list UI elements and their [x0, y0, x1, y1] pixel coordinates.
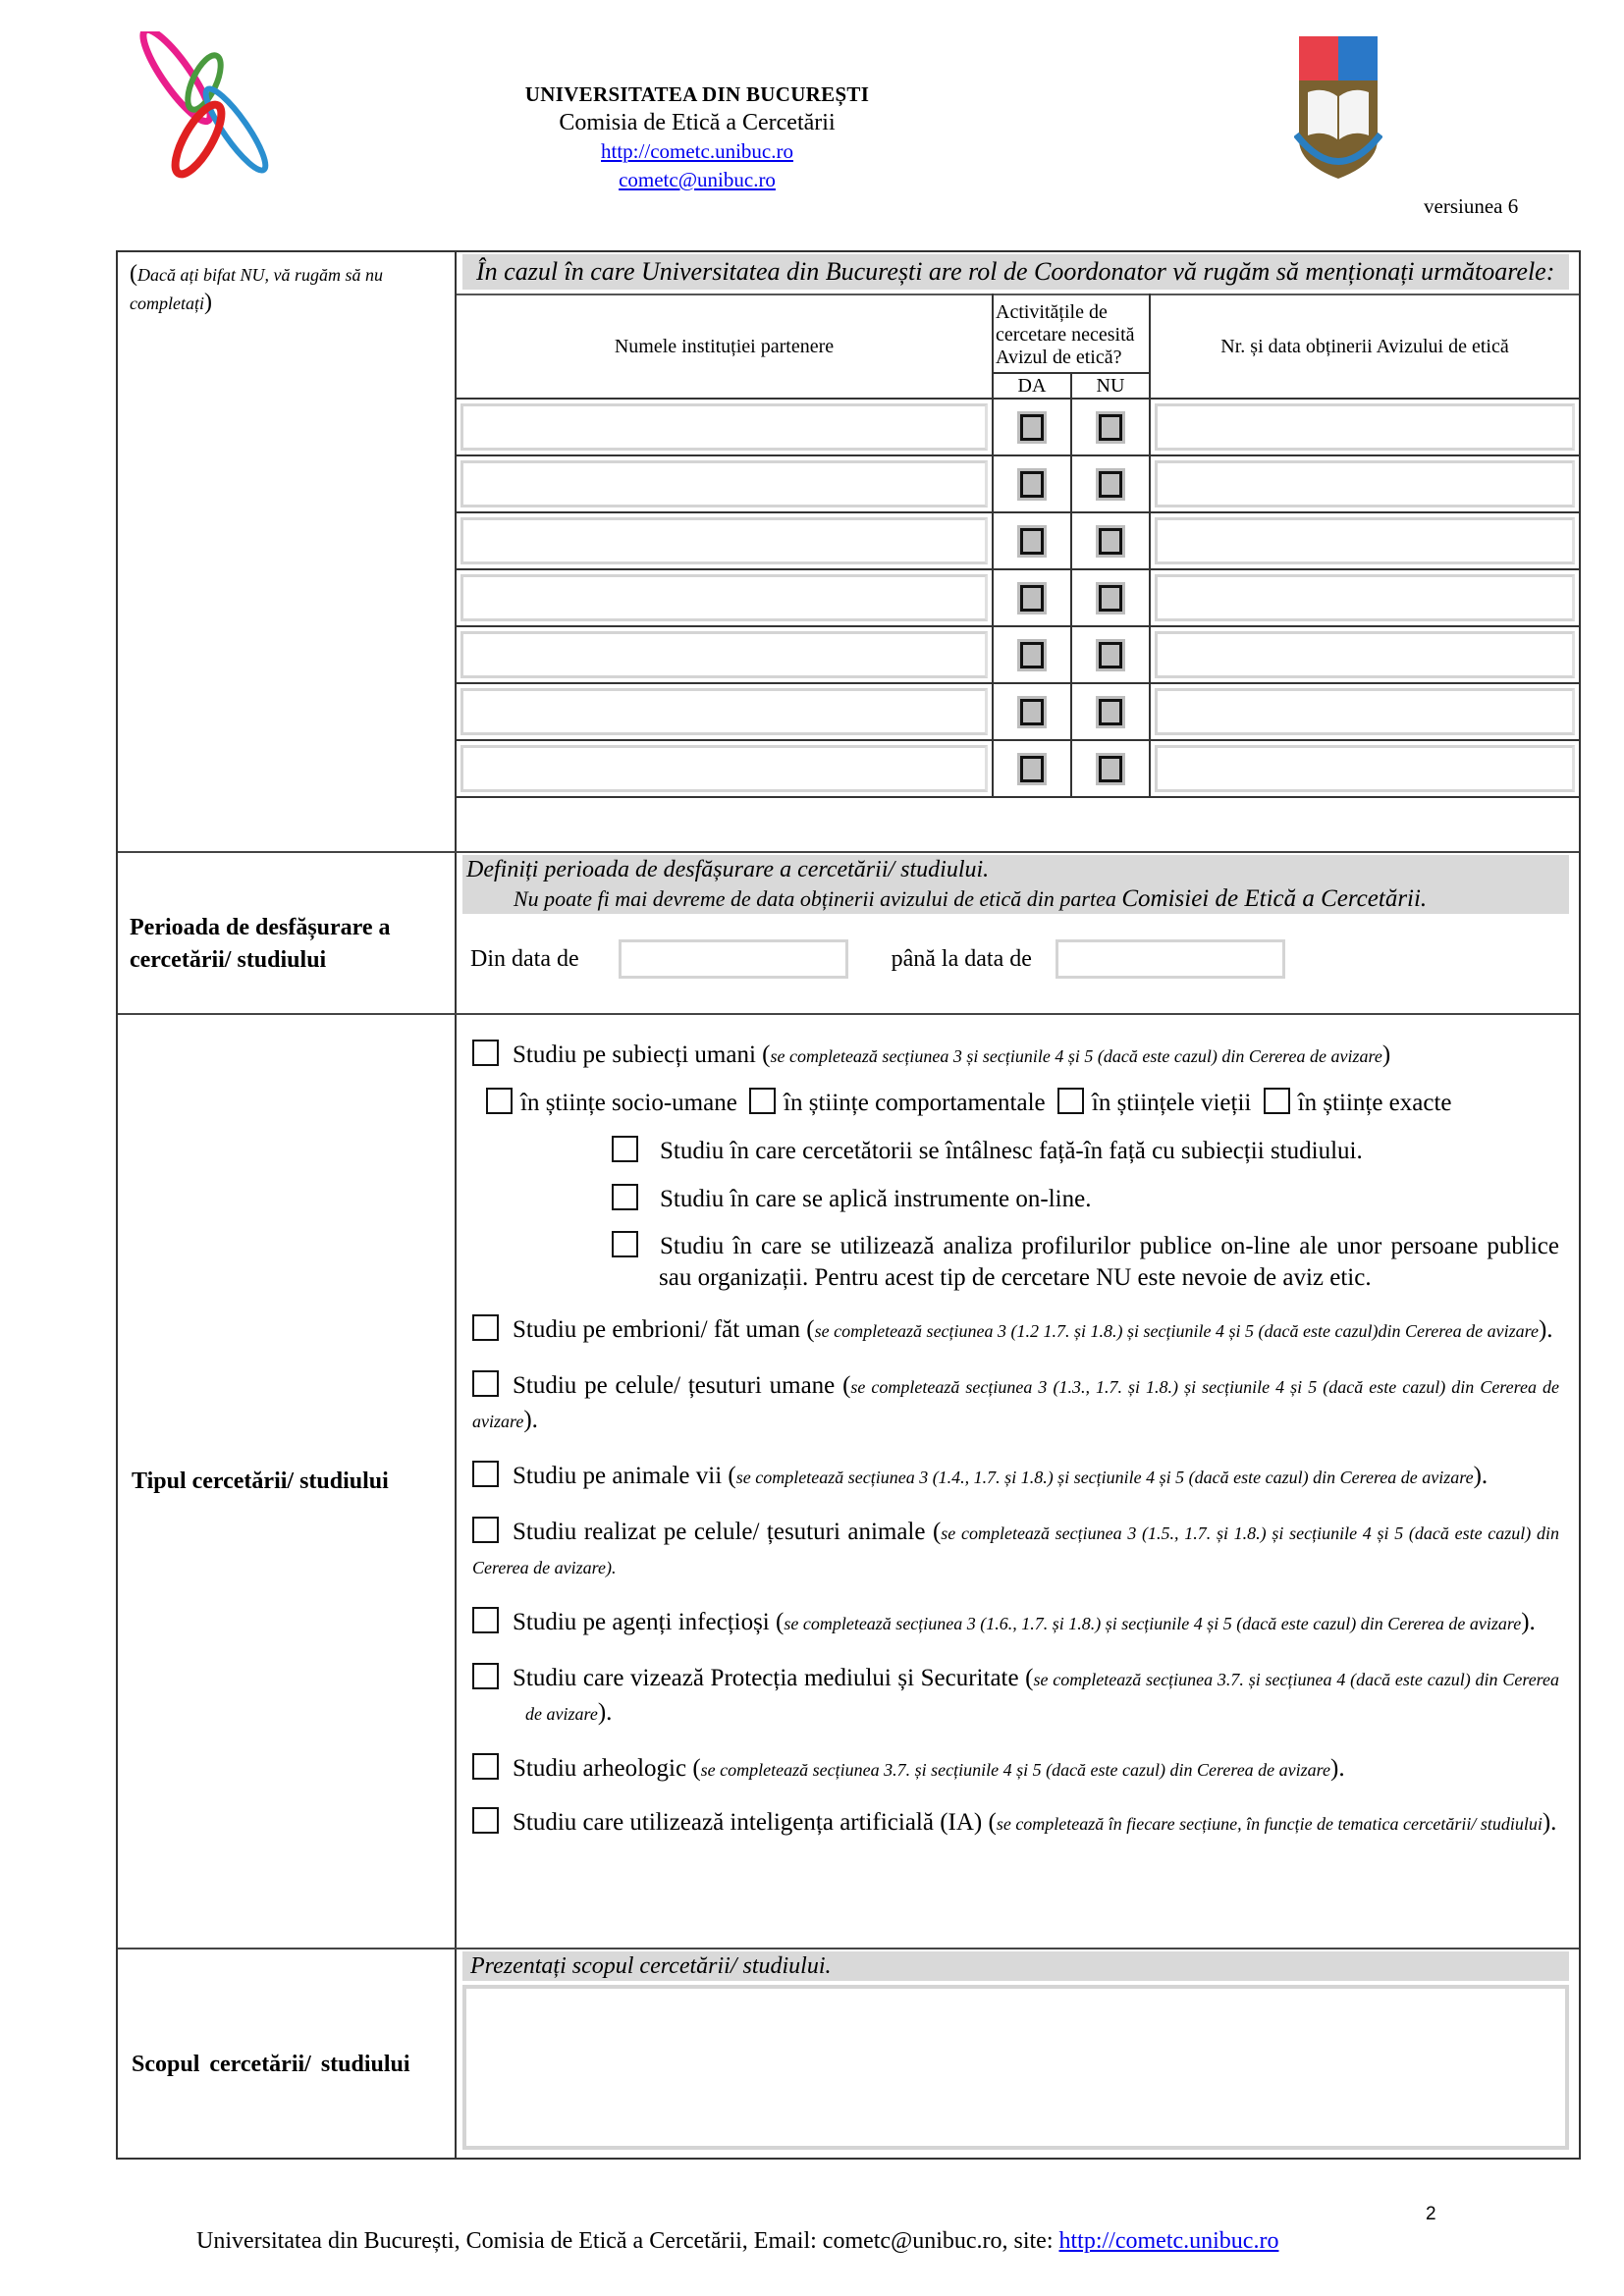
archaeology-checkbox[interactable] — [472, 1753, 499, 1780]
option-note: se completează secțiunea 3 (1.4., 1.7. și 1.8.) și secțiunile 4 și 5 (dacă este cazul) din Cererea de avizare — [735, 1468, 1474, 1487]
human-cells-checkbox[interactable] — [472, 1370, 499, 1397]
sub-option-face-to-face — [457, 1135, 1579, 1167]
email-link[interactable]: cometc@unibuc.ro — [619, 168, 776, 191]
nu-checkbox[interactable] — [1099, 414, 1122, 441]
aviz-input[interactable] — [1155, 745, 1575, 792]
date-range — [457, 914, 1579, 979]
institution-input[interactable] — [460, 517, 988, 564]
scopul-section — [118, 1948, 1579, 2158]
perioada-label-cell — [118, 853, 457, 1013]
option-label: Studiu în care cercetătorii se întâlnesc față-în față cu subiecții studiului. — [660, 1138, 1363, 1164]
scopul-label: Scopul cercetării/ studiului — [132, 2051, 410, 2077]
tipul-label: Tipul cercetării/ studiului — [132, 1468, 389, 1494]
institution-input[interactable] — [460, 460, 988, 507]
scopul-content — [457, 1949, 1579, 2158]
sub-option-public-profiles — [457, 1231, 1579, 1294]
option-artificial-intelligence: Studiu care utilizează inteligența artificială (IA) (se completează în fiecare secțiune, în funcție de tematica cercetării/ studiului). — [457, 1806, 1579, 1841]
option-live-animals: Studiu pe animale vii (se completează secțiunea 3 (1.4., 1.7. și 1.8.) și secțiunile 4 și 5 (dacă este cazul) din Cererea de avizare). — [457, 1460, 1579, 1494]
partners-heading: În cazul în care Universitatea din București are rol de Coordonator vă rugăm să menționați următoarele: — [462, 254, 1569, 290]
tipul-section — [118, 1013, 1579, 1948]
commission-name: Comisia de Etică a Cercetării — [559, 110, 836, 135]
nu-checkbox[interactable] — [1099, 585, 1122, 612]
perioada-section — [118, 851, 1579, 1013]
human-subjects-checkbox[interactable] — [472, 1040, 499, 1066]
perioada-note-commission: Comisiei de Etică a Cercetării. — [1121, 885, 1428, 912]
aviz-input[interactable] — [1155, 574, 1575, 621]
option-label: Studiu în care se utilizează analiza profilurilor publice on-line ale unor persoane publice sau organizații. Pentru acest tip de cercetare NU este nevoie de aviz etic. — [659, 1233, 1559, 1291]
scopul-label-cell — [118, 1949, 457, 2158]
university-crest-icon — [1294, 31, 1382, 188]
domain-label: în științe socio-umane — [520, 1090, 737, 1116]
sub-option-online-tools — [457, 1183, 1579, 1215]
option-label: Studiu care vizează Protecția mediului și Securitate — [513, 1665, 1026, 1691]
nu-checkbox[interactable] — [1099, 642, 1122, 668]
option-infectious-agents: Studiu pe agenți infecțioși (se completează secțiunea 3 (1.6., 1.7. și 1.8.) și secțiunile 4 și 5 (dacă este cazul) din Cererea de avizare). — [457, 1606, 1579, 1640]
option-note: se completează secțiunea 3 (1.6., 1.7. și 1.8.) și secțiunile 4 și 5 (dacă este cazul) din Cererea de avizare — [784, 1614, 1522, 1633]
partners-note: Dacă ați bifat NU, vă rugăm să nu completați — [130, 265, 383, 313]
option-human-cells: Studiu pe celule/ țesuturi umane (se completează secțiunea 3 (1.3., 1.7. și 1.8.) și secțiunile 4 și 5 (dacă este cazul) din Cererea de avizare). — [472, 1372, 1559, 1433]
face-to-face-checkbox[interactable] — [612, 1136, 638, 1162]
site-link[interactable]: http://cometc.unibuc.ro — [601, 139, 793, 163]
scopul-textarea[interactable] — [462, 1985, 1569, 2150]
partners-section — [118, 252, 1579, 851]
domain-label: în științe comportamentale — [784, 1090, 1046, 1116]
option-label: Studiu realizat pe celule/ țesuturi animale — [513, 1519, 933, 1545]
page-footer — [196, 2228, 1278, 2255]
paren-close: ) — [203, 290, 212, 315]
public-profiles-checkbox[interactable] — [612, 1231, 638, 1257]
online-tools-checkbox[interactable] — [612, 1184, 638, 1210]
embryos-checkbox[interactable] — [472, 1314, 499, 1341]
col-activities-header: Activitățile de cercetare necesită Avizul de etică? — [993, 294, 1150, 373]
option-note: se completează secțiunea 3 (1.5., 1.7. și 1.8.) și secțiunile 4 și 5 (dacă este cazul) din Cererea de avizare) — [472, 1523, 1559, 1577]
domain-life-sciences-checkbox[interactable] — [1057, 1088, 1084, 1114]
nu-checkbox[interactable] — [1099, 528, 1122, 555]
university-name: UNIVERSITATEA DIN BUCUREȘTI — [524, 82, 870, 106]
aviz-input[interactable] — [1155, 460, 1575, 507]
option-note: se completează în fiecare secțiune, în funcție de tematica cercetării/ studiului — [996, 1814, 1543, 1834]
domain-socio-checkbox[interactable] — [486, 1088, 513, 1114]
partner-row — [457, 455, 1579, 512]
tipul-content — [457, 1015, 1579, 1948]
cometc-logo-icon — [128, 31, 285, 179]
page-number: 2 — [1426, 2204, 1436, 2224]
partner-row — [457, 569, 1579, 626]
option-environment-security: Studiu care vizează Protecția mediului și Securitate (se completează secțiunea 3.7. și secțiunea 4 (dacă este cazul) din Cererea de avizare). — [457, 1662, 1579, 1731]
option-note: se completează secțiunea 3 și secțiunile 4 și 5 (dacă este cazul) din Cererea de avizare — [770, 1046, 1382, 1066]
da-checkbox[interactable] — [1020, 756, 1044, 782]
environment-security-checkbox[interactable] — [472, 1663, 499, 1689]
nu-checkbox[interactable] — [1099, 756, 1122, 782]
version-label: versiunea 6 — [1424, 194, 1519, 218]
institution-input[interactable] — [460, 574, 988, 621]
institution-input[interactable] — [460, 403, 988, 451]
partners-content — [457, 252, 1579, 851]
domain-behavioral-checkbox[interactable] — [749, 1088, 776, 1114]
col-institution-header: Numele instituției partenere — [457, 294, 993, 399]
from-date-label: Din data de — [470, 945, 579, 972]
option-embryos: Studiu pe embrioni/ făt uman (se completează secțiunea 3 (1.2 1.7. și 1.8.) și secțiunile 4 și 5 (dacă este cazul)din Cererea de avizare). — [457, 1313, 1579, 1348]
col-aviz-header: Nr. și data obținerii Avizului de etică — [1150, 294, 1579, 399]
to-date-input[interactable] — [1056, 939, 1285, 979]
partner-row — [457, 683, 1579, 740]
institution-input[interactable] — [460, 688, 988, 735]
artificial-intelligence-checkbox[interactable] — [472, 1807, 499, 1834]
tipul-label-cell — [118, 1015, 457, 1948]
aviz-input[interactable] — [1155, 517, 1575, 564]
scopul-heading: Prezentați scopul cercetării/ studiului. — [462, 1951, 1569, 1981]
col-da-header: DA — [993, 373, 1071, 399]
option-note: se completează secțiunea 3.7. și secțiunea 4 (dacă este cazul) din Cererea de avizare — [525, 1670, 1560, 1724]
footer-text: Universitatea din București, Comisia de Etică a Cercetării, Email: cometc@unibuc.ro, site: — [196, 2228, 1059, 2254]
animal-cells-checkbox[interactable] — [472, 1517, 499, 1543]
option-label: Studiu pe subiecți umani — [513, 1041, 763, 1068]
da-checkbox[interactable] — [1020, 528, 1044, 555]
aviz-input[interactable] — [1155, 403, 1575, 451]
option-label: Studiu pe animale vii — [513, 1463, 729, 1489]
aviz-input[interactable] — [1155, 631, 1575, 678]
option-note: se completează secțiunea 3.7. și secțiunile 4 și 5 (dacă este cazul) din Cererea de avizare — [700, 1760, 1330, 1780]
letterhead — [412, 80, 982, 194]
option-label: Studiu în care se aplică instrumente on-line. — [660, 1186, 1092, 1212]
domain-exact-sciences-checkbox[interactable] — [1264, 1088, 1290, 1114]
footer-site-link[interactable]: http://cometc.unibuc.ro — [1058, 2228, 1279, 2254]
perioada-content — [457, 853, 1579, 1013]
from-date-input[interactable] — [619, 939, 848, 979]
option-animal-cells: Studiu realizat pe celule/ țesuturi animale (se completează secțiunea 3 (1.5., 1.7. și 1.8.) și secțiunile 4 și 5 (dacă este cazul) din Cererea de avizare). — [472, 1519, 1559, 1577]
live-animals-checkbox[interactable] — [472, 1461, 499, 1487]
institution-input[interactable] — [460, 745, 988, 792]
da-checkbox[interactable] — [1020, 699, 1044, 725]
da-checkbox[interactable] — [1020, 642, 1044, 668]
da-checkbox[interactable] — [1020, 471, 1044, 498]
nu-checkbox[interactable] — [1099, 471, 1122, 498]
option-label: Studiu pe celule/ țesuturi umane — [513, 1372, 843, 1399]
partner-row — [457, 626, 1579, 683]
partners-table — [457, 294, 1579, 798]
perioada-label: Perioada de desfășurare a cercetării/ studiului — [130, 914, 391, 973]
option-label: Studiu pe embrioni/ făt uman — [513, 1316, 807, 1343]
perioada-note-text: Nu poate fi mai devreme de data obținerii avizului de etică din partea — [514, 886, 1122, 911]
option-human-subjects: Studiu pe subiecți umani (se completează secțiunea 3 și secțiunile 4 și 5 (dacă este cazul) din Cererea de avizare) — [457, 1039, 1579, 1073]
form-table — [116, 250, 1581, 2160]
option-archaeology: Studiu arheologic (se completează secțiunea 3.7. și secțiunile 4 și 5 (dacă este cazul) din Cererea de avizare). — [457, 1752, 1579, 1787]
option-label: Studiu arheologic — [513, 1755, 693, 1782]
domain-options — [457, 1087, 1579, 1119]
partner-row — [457, 740, 1579, 797]
option-note: se completează secțiunea 3 (1.3., 1.7. și 1.8.) și secțiunile 4 și 5 (dacă este cazul) din Cererea de avizare — [472, 1377, 1559, 1431]
option-note: se completează secțiunea 3 (1.2 1.7. și 1.8.) și secțiunile 4 și 5 (dacă este cazul)din Cererea de avizare — [814, 1321, 1539, 1341]
perioada-heading: Definiți perioada de desfășurare a cercetării/ studiului. — [462, 855, 1569, 884]
domain-label: în științe exacte — [1297, 1090, 1452, 1116]
partners-note-cell — [118, 252, 457, 851]
nu-checkbox[interactable] — [1099, 699, 1122, 725]
perioada-note — [462, 884, 1569, 914]
col-nu-header: NU — [1071, 373, 1150, 399]
paren-open: ( — [130, 261, 137, 287]
to-date-label: până la data de — [891, 945, 1032, 972]
option-label: Studiu pe agenți infecțioși — [513, 1609, 777, 1635]
da-checkbox[interactable] — [1020, 414, 1044, 441]
da-checkbox[interactable] — [1020, 585, 1044, 612]
option-label: Studiu care utilizează inteligența artificială (IA) — [513, 1809, 989, 1836]
partner-row — [457, 399, 1579, 455]
infectious-agents-checkbox[interactable] — [472, 1607, 499, 1633]
partner-row — [457, 512, 1579, 569]
aviz-input[interactable] — [1155, 688, 1575, 735]
domain-label: în științele vieții — [1091, 1090, 1252, 1116]
institution-input[interactable] — [460, 631, 988, 678]
